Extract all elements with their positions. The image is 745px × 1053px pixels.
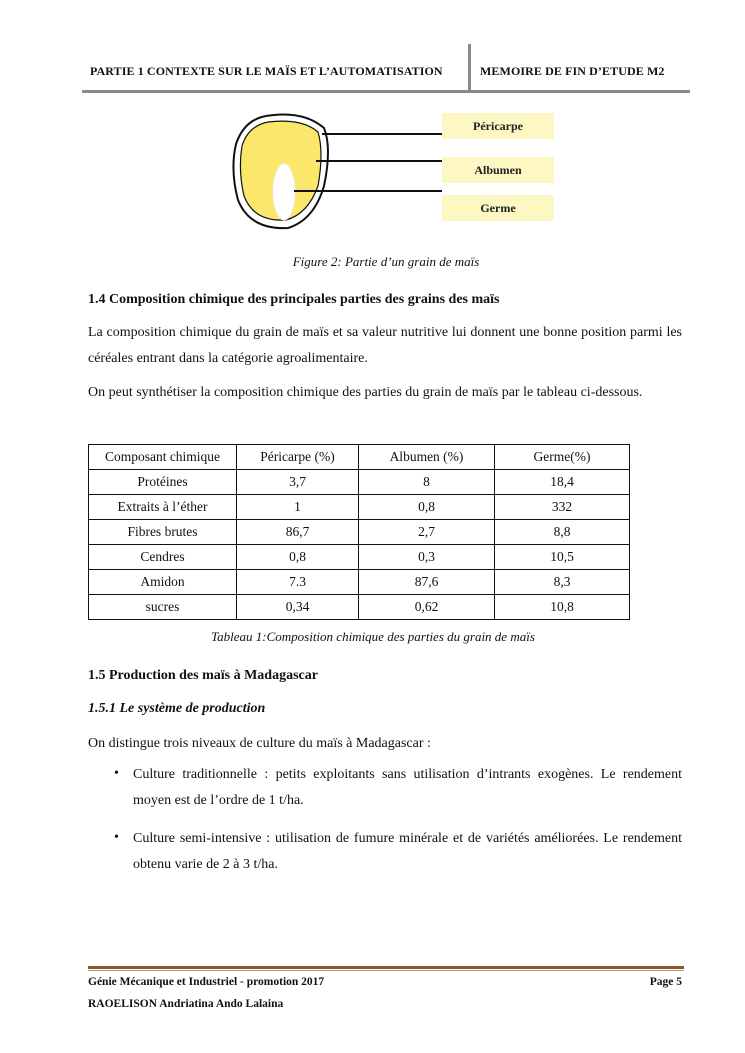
table-cell: Extraits à l’éther — [89, 495, 237, 520]
footer-program: Génie Mécanique et Industriel - promotion 2017 — [88, 976, 325, 988]
section-1-4-paragraph-1: La composition chimique du grain de maïs et sa valeur nutritive lui donnent une bonne position parmi les céréales entrant dans la catégorie agroalimentaire. — [88, 325, 682, 366]
table-cell: 10,8 — [495, 595, 630, 620]
bullet-item-semi-intensive: Culture semi-intensive : utilisation de fumure minérale et de variétés améliorées. Le rendement obtenu varie de 2 à 3 t/ha. — [133, 831, 682, 872]
table-row — [89, 570, 630, 595]
section-1-4-title: 1.4 Composition chimique des principales parties des grains des maïs — [88, 292, 500, 307]
grain-germ — [273, 164, 295, 220]
figure-label-germe: Germe — [442, 195, 554, 221]
section-1-5-1-subtitle: 1.5.1 Le système de production — [88, 701, 266, 716]
figure-label-pericarpe: Péricarpe — [442, 113, 554, 139]
table-cell: 0,62 — [359, 595, 495, 620]
table-cell: 0,8 — [237, 545, 359, 570]
figure-label-albumen: Albumen — [442, 157, 554, 183]
table-cell: 2,7 — [359, 520, 495, 545]
figure-caption: Figure 2: Partie d’un grain de maïs — [292, 254, 480, 269]
table-cell: 332 — [495, 495, 630, 520]
table-cell: 10,5 — [495, 545, 630, 570]
table-cell: Protéines — [89, 470, 237, 495]
header-right-title: MEMOIRE DE FIN D’ETUDE M2 — [480, 64, 665, 78]
table-caption: Tableau 1:Composition chimique des parties du grain de maïs — [211, 629, 535, 644]
table-row — [89, 495, 630, 520]
header-left-title: PARTIE 1 CONTEXTE SUR LE MAÏS ET L’AUTOMATISATION — [90, 64, 443, 78]
table-header-row — [89, 445, 630, 470]
section-1-5-title: 1.5 Production des maïs à Madagascar — [88, 668, 318, 683]
table-cell: 7.3 — [237, 570, 359, 595]
table-cell: 18,4 — [495, 470, 630, 495]
table-cell: 0,34 — [237, 595, 359, 620]
table-cell: 86,7 — [237, 520, 359, 545]
table-header-cell: Péricarpe (%) — [237, 445, 359, 470]
table-cell: 0,8 — [359, 495, 495, 520]
table-header-cell: Germe(%) — [495, 445, 630, 470]
table-row — [89, 545, 630, 570]
header-rule — [82, 90, 690, 93]
table-cell: Cendres — [89, 545, 237, 570]
header-divider-vertical — [468, 44, 471, 92]
table-cell: 1 — [237, 495, 359, 520]
table-cell: 8,3 — [495, 570, 630, 595]
table-cell: 87,6 — [359, 570, 495, 595]
table-cell: 8,8 — [495, 520, 630, 545]
table-cell: 8 — [359, 470, 495, 495]
footer-author: RAOELISON Andriatina Ando Lalaina — [88, 998, 284, 1010]
table-cell: 0,3 — [359, 545, 495, 570]
footer-rule-thin — [88, 970, 684, 971]
table-header-cell: Composant chimique — [89, 445, 237, 470]
table-cell: Amidon — [89, 570, 237, 595]
bullet-dot: • — [114, 830, 119, 845]
table-cell: Fibres brutes — [89, 520, 237, 545]
table-row — [89, 595, 630, 620]
maize-grain-diagram — [228, 108, 446, 234]
table-header-cell: Albumen (%) — [359, 445, 495, 470]
bullet-dot: • — [114, 766, 119, 781]
footer-rule — [88, 966, 684, 969]
composition-table — [88, 444, 630, 620]
table-row — [89, 520, 630, 545]
section-1-5-intro: On distingue trois niveaux de culture du maïs à Madagascar : — [88, 736, 431, 751]
bullet-item-traditional: Culture traditionnelle : petits exploitants sans utilisation d’intrants exogènes. Le rendement moyen est de l’ordre de 1 t/ha. — [133, 767, 682, 808]
table-row — [89, 470, 630, 495]
table-cell: sucres — [89, 595, 237, 620]
footer-page-number: Page 5 — [649, 976, 682, 988]
table-cell: 3,7 — [237, 470, 359, 495]
section-1-4-paragraph-2: On peut synthétiser la composition chimique des parties du grain de maïs par le tableau ci-dessous. — [88, 385, 643, 400]
